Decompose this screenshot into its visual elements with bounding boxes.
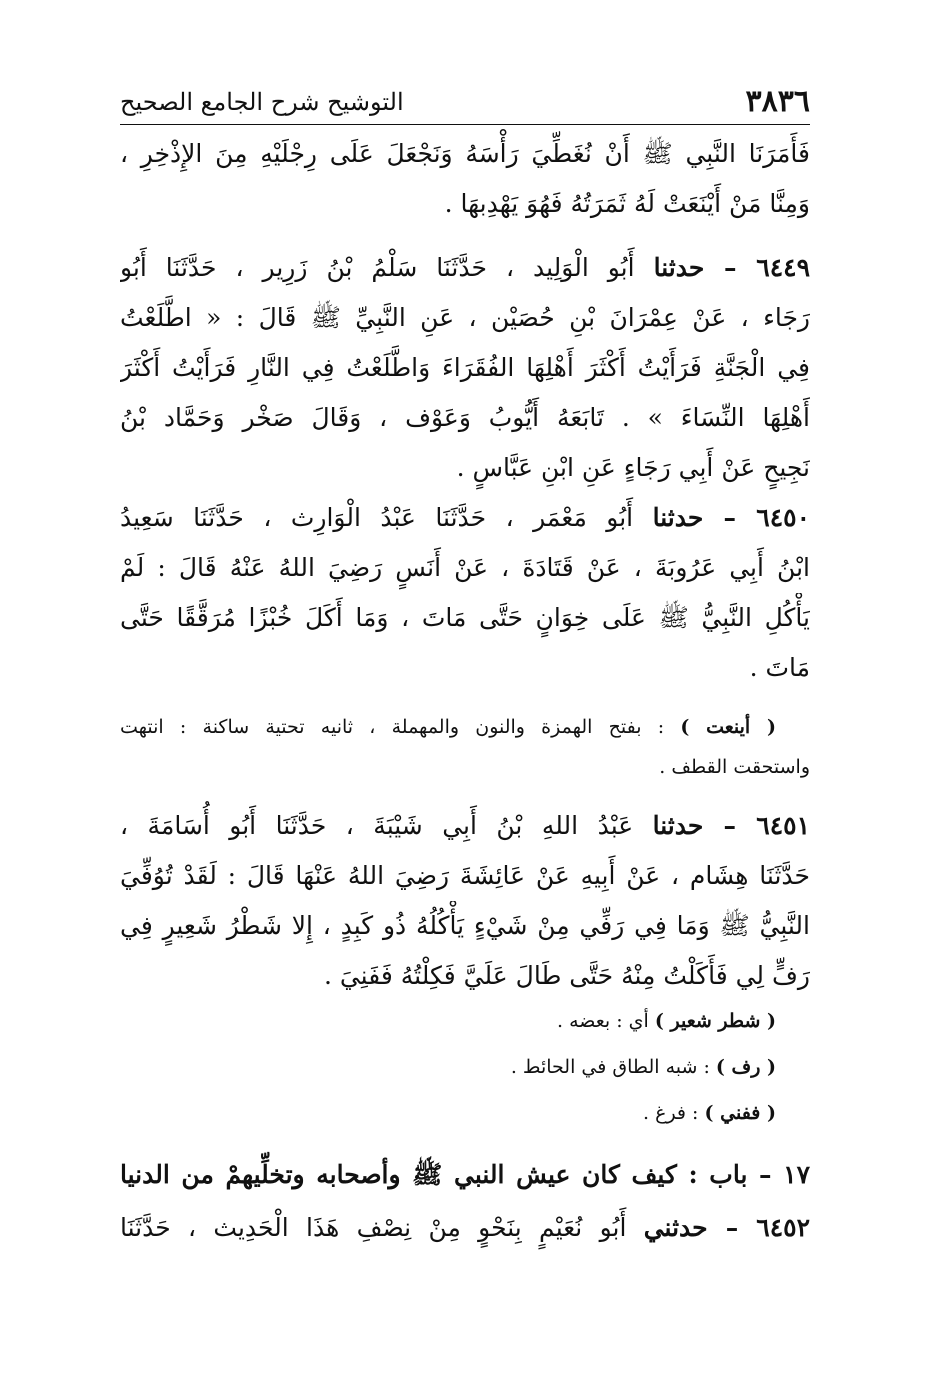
text-line: النَّبِيُّ ﷺ وَمَا فِي رَفِّي مِنْ شَيْءٍ يَأْكُلُهُ ذُو كَبِدٍ ، إِلا شَطْرُ شَعِيرٍ فِي [120, 911, 810, 940]
book-page [120, 80, 810, 1253]
page-number: ٣٨٣٦ [745, 84, 810, 119]
hadith-6452 [120, 1203, 810, 1253]
note-term: ( شطر شعير ) [654, 1010, 776, 1032]
commentary-notes [120, 1001, 810, 1133]
commentary-note [120, 707, 810, 787]
hadith-6450 [120, 493, 810, 693]
text-line: نَجِيحٍ عَنْ أَبِي رَجَاءٍ عَنِ ابْنِ عَبَّاسٍ . [456, 453, 810, 482]
hadith-6451 [120, 801, 810, 1001]
hadith-number: ٦٤٥١ – حدثنا [652, 811, 810, 840]
hadith-number: ٦٤٥٢ – حدثني [643, 1213, 810, 1242]
text-line: يَأْكُلِ النَّبِيُّ ﷺ عَلَى خِوَانٍ حَتَّى مَاتَ ، وَمَا أَكَلَ خُبْزًا مُرَقَّقًا حَتَّى [120, 603, 810, 632]
text-line: ٦٤٥١ – حدثنا عَبْدُ اللهِ بْنُ أَبِي شَيْبَةَ ، حَدَّثَنَا أَبُو أُسَامَةَ ، [120, 811, 810, 840]
note-line: ( ففني ) : فرغ . [643, 1102, 776, 1124]
text-line: ٦٤٥٢ – حدثني أَبُو نُعَيْمٍ بِنَحْوٍ مِنْ نِصْفِ هَذَا الْحَدِيث ، حَدَّثَنَا [120, 1213, 810, 1242]
note-line: واستحقت القطف . [659, 756, 810, 778]
text-line: وَمِنَّا مَنْ أَيْنَعَتْ لَهُ ثَمَرَتُهُ فَهُوَ يَهْدِبهَا . [444, 189, 810, 218]
text-line: رَفٍّ لِي فَأَكَلْتُ مِنْهُ حَتَّى طَالَ عَلَيَّ فَكِلْتُهُ فَفَنِيَ . [323, 961, 810, 990]
text-line: ٦٤٤٩ – حدثنا أَبُو الْوَلِيد ، حَدَّثَنَا سَلْمُ بْنُ زَرِير ، حَدَّثَنَا أَبُو [120, 253, 810, 282]
running-title: التوشيح شرح الجامع الصحيح [120, 88, 404, 116]
note-line: ( شطر شعير ) أي : بعضه . [557, 1010, 776, 1032]
text-line: ٦٤٥٠ – حدثنا أَبُو مَعْمَر ، حَدَّثَنَا عَبْدُ الْوَارِث ، حَدَّثَنَا سَعِيدُ [120, 503, 810, 532]
page-body [120, 125, 810, 1253]
note-line: ( أينعت ) : بفتح الهمزة والنون والمهملة ، ثانيه تحتية ساكنة : انتهت [120, 716, 776, 738]
page-header [120, 80, 810, 125]
note-term: ( رف ) [715, 1056, 776, 1078]
text-line: فَأَمَرَنَا النَّبِي ﷺ أَنْ نُغَطِّيَ رَأْسَهُ وَنَجْعَلَ عَلَى رِجْلَيْهِ مِنَ الإِذْخِرِ ، [120, 139, 810, 168]
text-line: فِي الْجَنَّةِ فَرَأَيْتُ أَكْثَرَ أَهْلِهَا الفُقَرَاءَ وَاطَّلَعْتُ فِي النَّارِ فَرَأَيْتُ أَكْثَرَ [120, 353, 810, 382]
chapter-heading: ١٧ – باب : كيف كان عيش النبي ﷺ وأصحابه وتخلِّيهمْ من الدنيا [120, 1160, 810, 1189]
hadith-number: ٦٤٤٩ – حدثنا [653, 253, 810, 282]
text-line: رَجَاء ، عَنْ عِمْرَانَ بْنِ حُصَيْن ، عَنِ النَّبِيِّ ﷺ قَالَ : « اطَّلَعْتُ [120, 303, 810, 332]
text-line: أَهْلِهَا النِّسَاءَ » . تَابَعَهُ أَيُّوبُ وَعَوْف ، وَقَالَ صَخْر وَحَمَّاد بْنُ [120, 403, 810, 432]
hadith-6449 [120, 243, 810, 493]
note-line: ( رف ) : شبه الطاق في الحائط . [510, 1056, 776, 1078]
note-term: ( أينعت ) [680, 716, 776, 738]
hadith-number: ٦٤٥٠ – حدثنا [652, 503, 810, 532]
text-line: ابْنُ أَبِي عَرُوبَةَ ، عَنْ قَتَادَةَ ، عَنْ أَنَسٍ رَضِيَ اللهُ عَنْهُ قَالَ : لَمْ [120, 553, 810, 582]
note-term: ( ففني ) [704, 1102, 776, 1124]
text-line: حَدَّثَنَا هِشَام ، عَنْ أَبِيهِ عَنْ عَائِشَةَ رَضِيَ اللهُ عَنْهَا قَالَ : لَقَدْ تُوُفِّيَ [120, 861, 810, 890]
text-line: مَاتَ . [749, 653, 810, 682]
